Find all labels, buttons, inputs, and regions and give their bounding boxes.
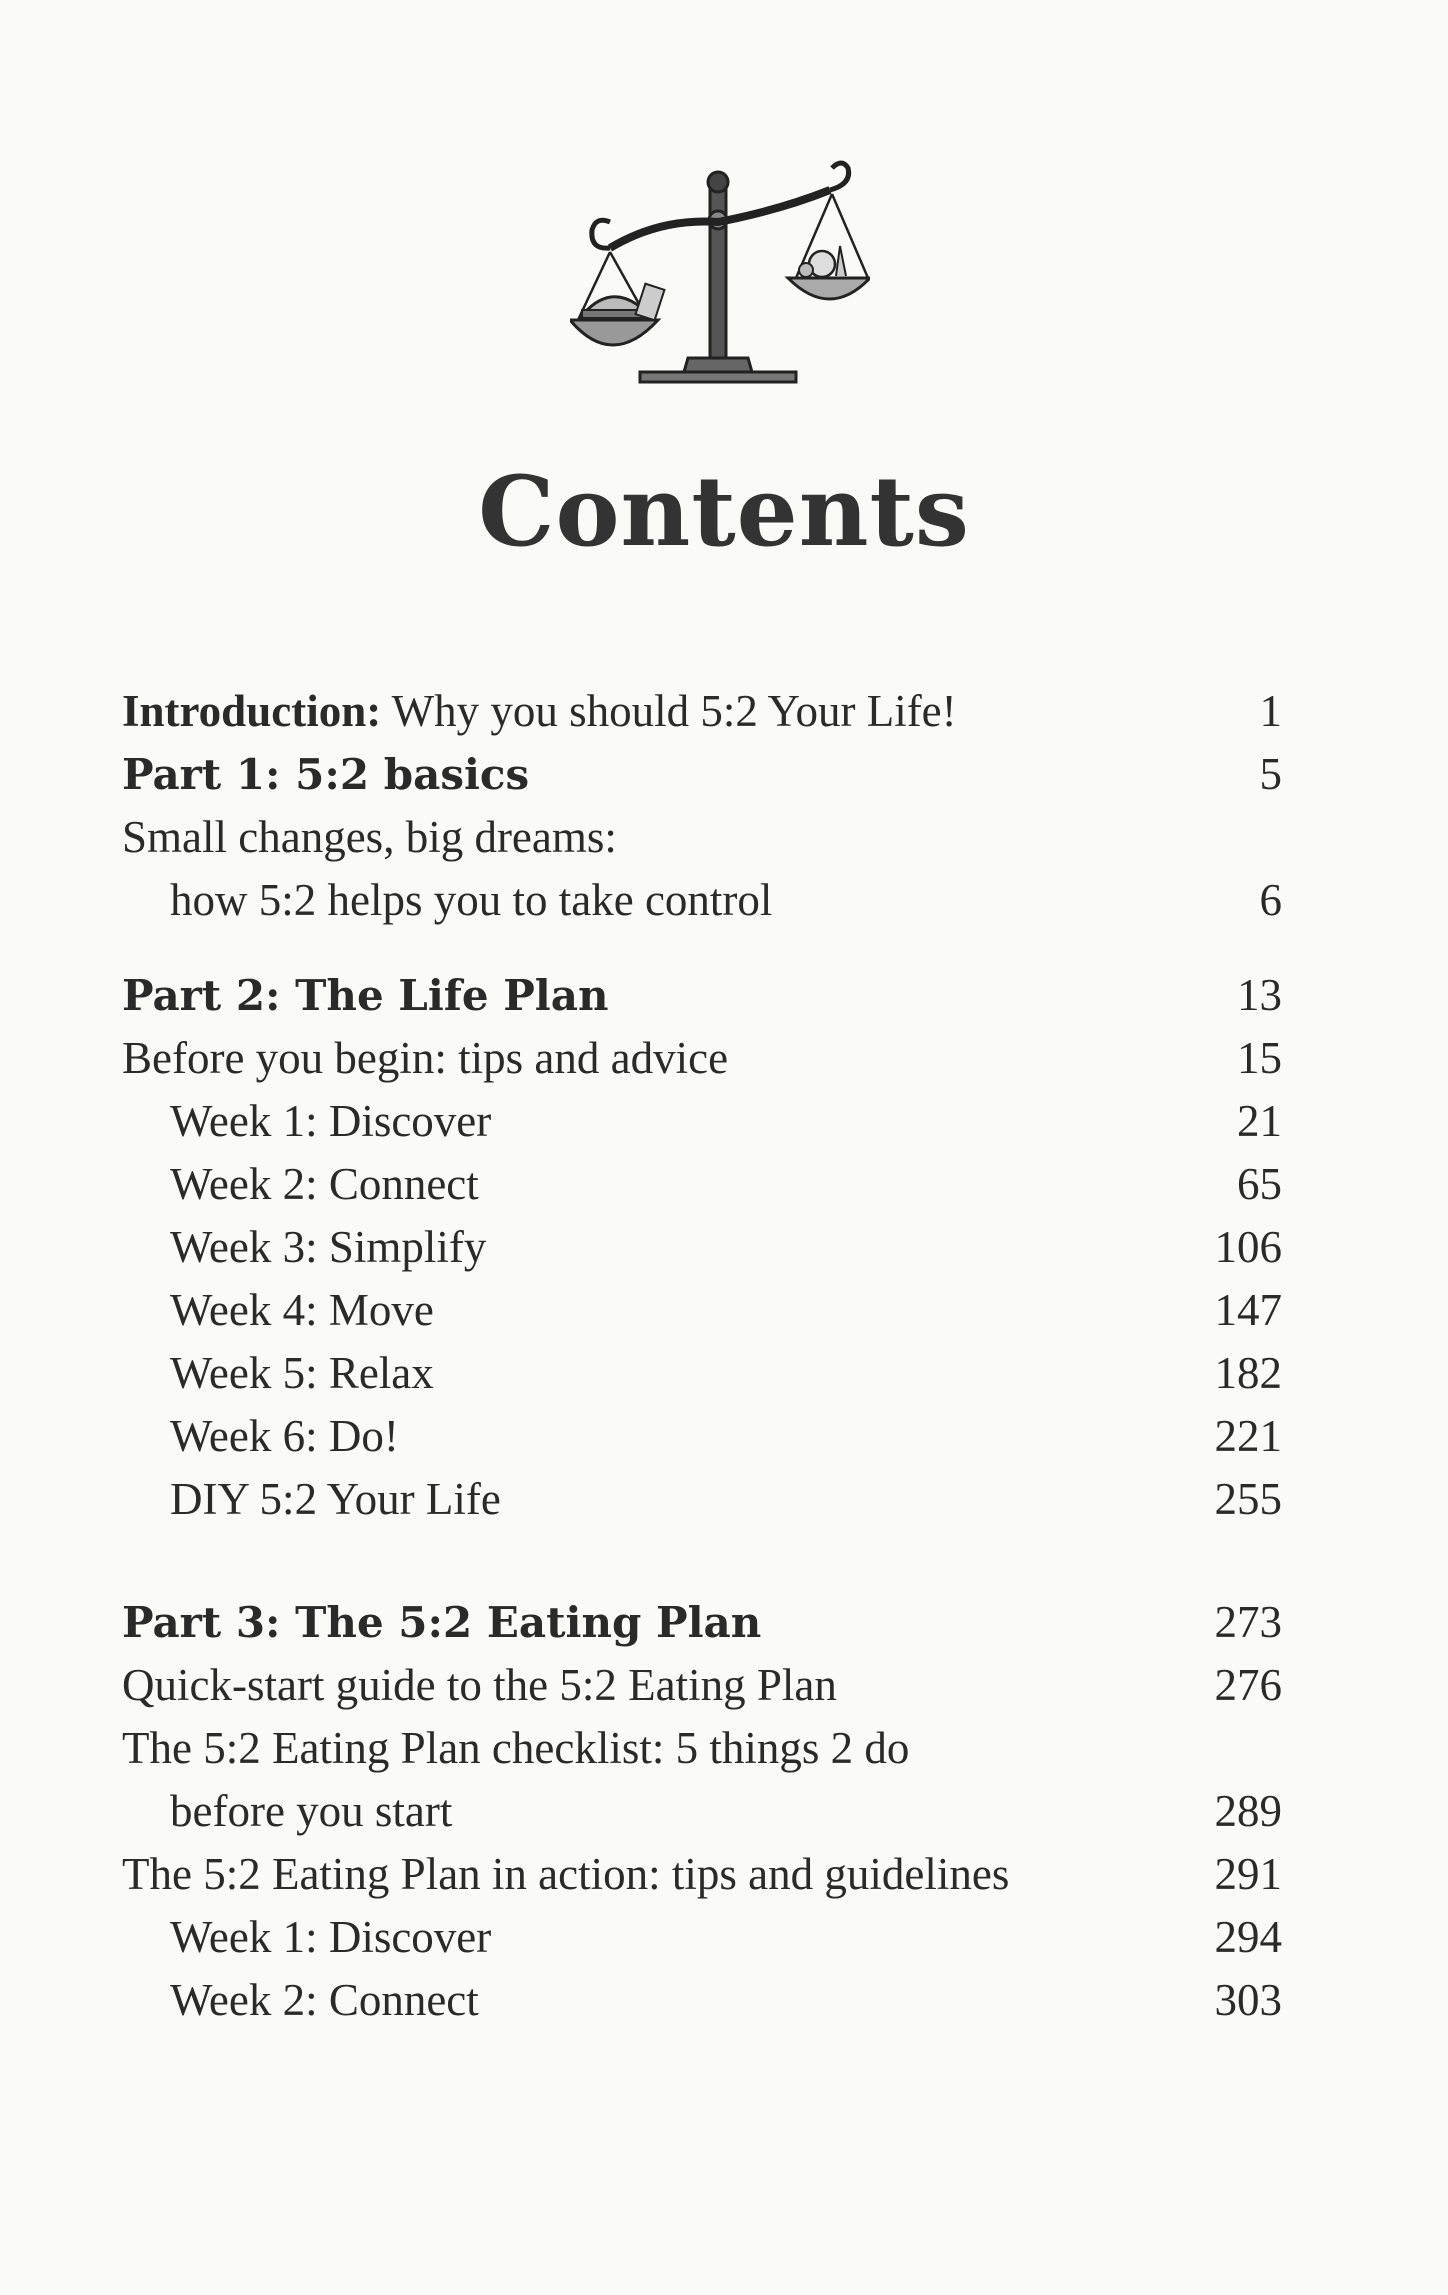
- toc-entry: [122, 1654, 1292, 1717]
- toc-part-1: [122, 743, 1292, 806]
- page-number: 6: [1259, 875, 1282, 925]
- intro-label: Introduction:: [122, 686, 382, 736]
- page-number: 13: [1237, 970, 1282, 1020]
- entry-title: Week 2: Connect: [170, 1975, 479, 2025]
- entry-title: Before you begin: tips and advice: [122, 1033, 729, 1083]
- toc-entry: [122, 1342, 1292, 1405]
- page-number: 276: [1214, 1660, 1282, 1710]
- toc-part-3: [122, 1591, 1292, 1654]
- entry-title: Week 1: Discover: [170, 1096, 492, 1146]
- entry-title: The 5:2 Eating Plan checklist: 5 things 2 do: [122, 1723, 910, 1773]
- entry-title: how 5:2 helps you to take control: [170, 875, 773, 925]
- toc-entry: [122, 1279, 1292, 1342]
- entry-title: Week 5: Relax: [170, 1348, 434, 1398]
- part-title: Part 2: The Life Plan: [122, 971, 609, 1020]
- toc-entry: [122, 1153, 1292, 1216]
- page-number: 273: [1214, 1597, 1282, 1647]
- toc-entry: [122, 1468, 1292, 1531]
- page-number: 221: [1214, 1411, 1282, 1461]
- entry-title: Week 1: Discover: [170, 1912, 492, 1962]
- toc-entry: [122, 1906, 1292, 1969]
- entry-title: DIY 5:2 Your Life: [170, 1474, 501, 1524]
- toc-entry: [122, 1405, 1292, 1468]
- page-number: 147: [1214, 1285, 1282, 1335]
- toc-entry: [122, 1843, 1292, 1906]
- page-number: 1: [1259, 686, 1282, 736]
- entry-title: Week 4: Move: [170, 1285, 434, 1335]
- page-number: 255: [1214, 1474, 1282, 1524]
- page-title: Contents: [478, 455, 970, 568]
- page-number: 21: [1237, 1096, 1282, 1146]
- entry-title: Small changes, big dreams:: [122, 812, 617, 862]
- toc-part-2: [122, 964, 1292, 1027]
- toc-entry: [122, 1027, 1292, 1090]
- toc-entry: [122, 1090, 1292, 1153]
- entry-title: before you start: [170, 1786, 453, 1836]
- toc-entry: [122, 1216, 1292, 1279]
- page-number: 291: [1214, 1849, 1282, 1899]
- entry-title: Week 3: Simplify: [170, 1222, 487, 1272]
- page-number: 182: [1214, 1348, 1282, 1398]
- toc-entry: [122, 1969, 1292, 2032]
- page-number: 15: [1237, 1033, 1282, 1083]
- entry-title: The 5:2 Eating Plan in action: tips and guidelines: [122, 1849, 1010, 1899]
- intro-title: Why you should 5:2 Your Life!: [381, 686, 957, 736]
- entry-title: Quick-start guide to the 5:2 Eating Plan: [122, 1660, 837, 1710]
- entry-title: Week 6: Do!: [170, 1411, 399, 1461]
- toc-entry: [122, 1717, 1292, 1780]
- balance-scale-icon: [570, 160, 870, 390]
- entry-title: Week 2: Connect: [170, 1159, 479, 1209]
- page-number: 294: [1214, 1912, 1282, 1962]
- toc-entry: [122, 869, 1292, 932]
- page-number: 5: [1259, 749, 1282, 799]
- page-number: 303: [1214, 1975, 1282, 2025]
- page-number: 289: [1214, 1786, 1282, 1836]
- toc-introduction: [122, 680, 1292, 743]
- toc-entry: [122, 806, 1292, 869]
- part-title: Part 1: 5:2 basics: [122, 750, 530, 799]
- page-number: 65: [1237, 1159, 1282, 1209]
- page-number: 106: [1214, 1222, 1282, 1272]
- table-of-contents: [122, 680, 1292, 2032]
- part-title: Part 3: The 5:2 Eating Plan: [122, 1598, 762, 1647]
- toc-entry: [122, 1780, 1292, 1843]
